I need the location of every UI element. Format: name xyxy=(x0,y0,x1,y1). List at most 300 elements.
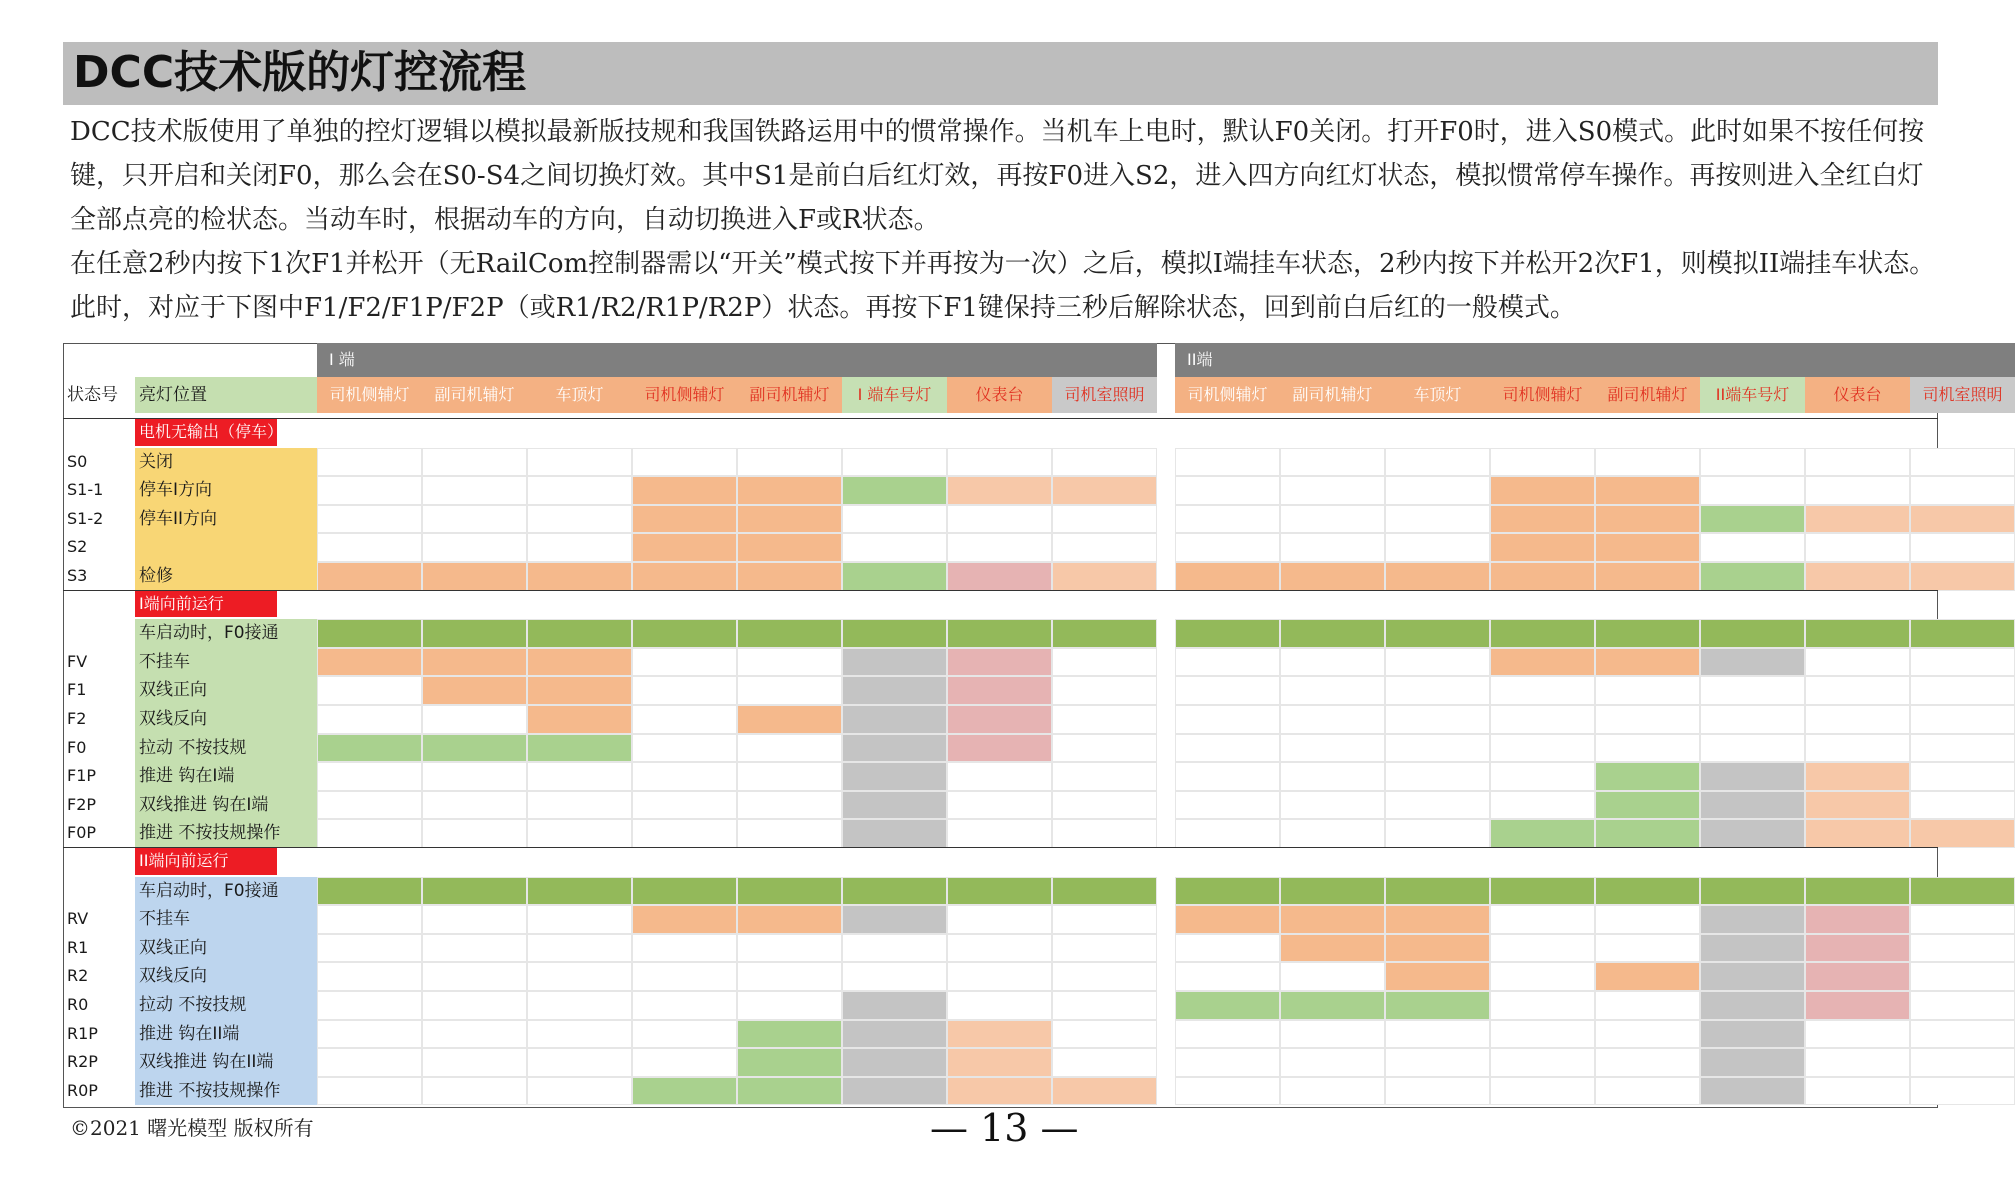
end1-lamp-cell xyxy=(317,676,422,705)
section-divider xyxy=(63,418,1938,419)
end1-lamp-cell xyxy=(422,448,527,477)
end2-lamp-cell xyxy=(1595,619,1700,648)
position-label: 拉动 不按技规 xyxy=(135,991,317,1020)
end2-lamp-cell xyxy=(1175,648,1280,677)
end1-lamp-header: 司机侧辅灯 xyxy=(632,377,737,413)
end2-lamp-cell xyxy=(1385,505,1490,534)
end1-lamp-cell xyxy=(1052,533,1157,562)
end2-lamp-cell xyxy=(1490,619,1595,648)
end2-lamp-cell xyxy=(1595,562,1700,591)
state-id: F2P xyxy=(67,794,97,814)
end2-lamp-cell xyxy=(1700,448,1805,477)
end1-lamp-cell xyxy=(842,676,947,705)
end1-lamp-cell xyxy=(947,991,1052,1020)
end1-lamp-cell xyxy=(842,448,947,477)
end2-lamp-cell xyxy=(1700,934,1805,963)
end1-lamp-cell xyxy=(737,1048,842,1077)
position-label: 双线推进 钩在II端 xyxy=(135,1048,317,1077)
end2-lamp-cell xyxy=(1175,533,1280,562)
end1-lamp-cell xyxy=(1052,734,1157,763)
position-label: 车启动时，F0接通 xyxy=(135,877,317,906)
end2-lamp-cell xyxy=(1595,934,1700,963)
end2-lamp-cell xyxy=(1595,991,1700,1020)
end1-lamp-cell xyxy=(527,648,632,677)
state-id: F2 xyxy=(67,709,87,728)
intro-paragraph-1: DCC技术版使用了单独的控灯逻辑以模拟最新版技规和我国铁路运用中的惯常操作。当机车上电时，默认F0关闭。打开F0时，进入S0模式。此时如果不按任何按键，只开启和关闭F0，那么会在S0-S4之间切换灯效。其中S1是前白后红灯效，再按F0进入S2，进入四方向红灯状态，模拟惯常停车操作。再按则进入全红白灯全部点亮的检状态。当动车时，根据动车的方向，自动切换进入F或R状态。 xyxy=(70,117,1925,235)
end2-lamp-cell xyxy=(1490,734,1595,763)
end2-lamp-cell xyxy=(1175,676,1280,705)
end1-lamp-cell xyxy=(842,734,947,763)
end2-lamp-cell xyxy=(1490,533,1595,562)
state-id: R1 xyxy=(67,937,89,957)
end1-lamp-cell xyxy=(1052,705,1157,734)
end2-lamp-cell xyxy=(1805,476,1910,505)
end1-lamp-cell xyxy=(1052,676,1157,705)
end1-lamp-cell xyxy=(422,991,527,1020)
state-id: R1P xyxy=(67,1023,98,1043)
title-bar xyxy=(63,42,1938,105)
end2-lamp-cell xyxy=(1175,1077,1280,1106)
end1-lamp-cell xyxy=(527,533,632,562)
position-label: 关闭 xyxy=(135,448,317,477)
end1-lamp-cell xyxy=(1052,962,1157,991)
end1-lamp-cell xyxy=(527,1077,632,1106)
end1-lamp-cell xyxy=(1052,1077,1157,1106)
light-control-table xyxy=(63,343,2003,1108)
end2-lamp-cell xyxy=(1490,934,1595,963)
end1-lamp-cell xyxy=(947,648,1052,677)
state-id: S0 xyxy=(67,451,88,471)
end1-lamp-cell xyxy=(842,905,947,934)
end1-lamp-header: 车顶灯 xyxy=(527,377,632,413)
end2-lamp-cell xyxy=(1910,705,2015,734)
end1-lamp-cell xyxy=(422,934,527,963)
position-label: 双线反向 xyxy=(135,962,317,991)
end2-lamp-cell xyxy=(1490,877,1595,906)
end1-lamp-cell xyxy=(842,762,947,791)
end2-lamp-cell xyxy=(1700,734,1805,763)
state-id: FV xyxy=(67,651,88,671)
end2-lamp-cell xyxy=(1700,476,1805,505)
end2-lamp-cell xyxy=(1490,962,1595,991)
end1-lamp-cell xyxy=(947,705,1052,734)
end2-lamp-cell xyxy=(1910,562,2015,591)
end1-lamp-cell xyxy=(842,991,947,1020)
end1-lamp-cell xyxy=(422,905,527,934)
end1-lamp-cell xyxy=(422,819,527,848)
end2-lamp-cell xyxy=(1280,505,1385,534)
end2-lamp-header: 副司机辅灯 xyxy=(1280,377,1385,413)
end2-lamp-cell xyxy=(1805,819,1910,848)
end1-lamp-cell xyxy=(422,562,527,591)
end1-lamp-cell xyxy=(632,676,737,705)
end1-lamp-cell xyxy=(527,619,632,648)
end2-lamp-cell xyxy=(1175,1020,1280,1049)
end2-lamp-cell xyxy=(1385,905,1490,934)
end1-lamp-header: 副司机辅灯 xyxy=(737,377,842,413)
end1-lamp-cell xyxy=(737,1077,842,1106)
end2-lamp-cell xyxy=(1595,533,1700,562)
end1-lamp-cell xyxy=(947,934,1052,963)
position-label: 双线正向 xyxy=(135,934,317,963)
end2-lamp-cell xyxy=(1280,1020,1385,1049)
end1-lamp-cell xyxy=(737,905,842,934)
end2-lamp-cell xyxy=(1175,448,1280,477)
end1-lamp-cell xyxy=(737,962,842,991)
end2-lamp-cell xyxy=(1595,791,1700,820)
end2-lamp-cell xyxy=(1910,676,2015,705)
end1-lamp-cell xyxy=(1052,448,1157,477)
intro-paragraph-2: 在任意2秒内按下1次F1并松开（无RailCom控制器需以“开关”模式按下并再按为一次）之后，模拟I端挂车状态，2秒内按下并松开2次F1，则模拟II端挂车状态。此时，对应于下图中F1/F2/F1P/F2P（或R1/R2/R1P/R2P）状态。再按下F1键保持三秒后解除状态，回到前白后红的一般模式。 xyxy=(70,249,1936,323)
end1-lamp-cell xyxy=(1052,476,1157,505)
copyright: ©2021 曙光模型 版权所有 xyxy=(70,1116,314,1140)
end2-lamp-cell xyxy=(1805,962,1910,991)
state-id: R2 xyxy=(67,966,89,986)
end1-lamp-cell xyxy=(842,819,947,848)
end2-lamp-cell xyxy=(1490,1048,1595,1077)
end1-lamp-cell xyxy=(737,619,842,648)
end1-lamp-cell xyxy=(842,962,947,991)
end2-lamp-cell xyxy=(1805,762,1910,791)
end1-lamp-cell xyxy=(737,448,842,477)
end2-lamp-header: 司机侧辅灯 xyxy=(1490,377,1595,413)
position-label: 拉动 不按技规 xyxy=(135,734,317,763)
end2-lamp-header: 副司机辅灯 xyxy=(1595,377,1700,413)
end1-lamp-cell xyxy=(947,762,1052,791)
end1-lamp-cell xyxy=(527,791,632,820)
end1-lamp-cell xyxy=(737,1020,842,1049)
end2-lamp-cell xyxy=(1280,562,1385,591)
end1-lamp-cell xyxy=(737,877,842,906)
end1-lamp-header: I 端车号灯 xyxy=(842,377,947,413)
end2-lamp-cell xyxy=(1280,791,1385,820)
end1-lamp-cell xyxy=(737,648,842,677)
end2-lamp-cell xyxy=(1385,476,1490,505)
end1-lamp-cell xyxy=(317,476,422,505)
end1-lamp-cell xyxy=(317,505,422,534)
end1-lamp-cell xyxy=(632,448,737,477)
end2-lamp-cell xyxy=(1700,1077,1805,1106)
end2-lamp-cell xyxy=(1595,819,1700,848)
end2-lamp-cell xyxy=(1700,562,1805,591)
state-id: S3 xyxy=(67,566,88,585)
end2-lamp-cell xyxy=(1385,619,1490,648)
end1-lamp-cell xyxy=(632,905,737,934)
end1-lamp-cell xyxy=(842,877,947,906)
end2-lamp-cell xyxy=(1175,734,1280,763)
end2-lamp-header: 司机室照明 xyxy=(1910,377,2015,413)
end2-lamp-cell xyxy=(1175,877,1280,906)
position-label: 推进 钩在I端 xyxy=(135,762,317,791)
end1-lamp-cell xyxy=(632,705,737,734)
end2-lamp-cell xyxy=(1700,1048,1805,1077)
end2-lamp-cell xyxy=(1910,1048,2015,1077)
end1-lamp-cell xyxy=(947,819,1052,848)
end1-lamp-header: 副司机辅灯 xyxy=(422,377,527,413)
end2-lamp-cell xyxy=(1385,991,1490,1020)
end1-lamp-cell xyxy=(527,1048,632,1077)
end1-lamp-cell xyxy=(947,448,1052,477)
end1-lamp-cell xyxy=(1052,1048,1157,1077)
end1-lamp-cell xyxy=(737,819,842,848)
position-label: 检修 xyxy=(135,562,317,591)
end1-lamp-cell xyxy=(1052,905,1157,934)
end1-lamp-cell xyxy=(317,962,422,991)
position-label: 推进 钩在II端 xyxy=(135,1020,317,1049)
end1-lamp-cell xyxy=(632,877,737,906)
end2-lamp-cell xyxy=(1700,648,1805,677)
end2-lamp-cell xyxy=(1280,934,1385,963)
end2-lamp-cell xyxy=(1280,476,1385,505)
end1-lamp-cell xyxy=(422,1077,527,1106)
end2-lamp-cell xyxy=(1280,1077,1385,1106)
end2-lamp-cell xyxy=(1595,1048,1700,1077)
end1-lamp-cell xyxy=(737,705,842,734)
end2-lamp-cell xyxy=(1595,1020,1700,1049)
end1-lamp-cell xyxy=(1052,991,1157,1020)
end1-lamp-cell xyxy=(842,562,947,591)
end1-lamp-cell xyxy=(317,533,422,562)
end1-lamp-cell xyxy=(422,533,527,562)
position-label: 双线正向 xyxy=(135,676,317,705)
end1-lamp-cell xyxy=(1052,819,1157,848)
end1-lamp-cell xyxy=(1052,934,1157,963)
end1-lamp-cell xyxy=(1052,791,1157,820)
end2-lamp-cell xyxy=(1595,505,1700,534)
end1-lamp-cell xyxy=(1052,562,1157,591)
end2-lamp-cell xyxy=(1280,533,1385,562)
end2-lamp-cell xyxy=(1700,619,1805,648)
position-label: 不挂车 xyxy=(135,905,317,934)
end2-lamp-cell xyxy=(1700,676,1805,705)
position-label: 停车II方向 xyxy=(135,505,317,534)
end1-lamp-cell xyxy=(527,476,632,505)
end2-lamp-cell xyxy=(1175,905,1280,934)
end1-lamp-cell xyxy=(947,791,1052,820)
end1-lamp-cell xyxy=(737,476,842,505)
end2-lamp-cell xyxy=(1595,676,1700,705)
end1-lamp-cell xyxy=(842,934,947,963)
end1-lamp-cell xyxy=(947,476,1052,505)
position-label: 双线推进 钩在I端 xyxy=(135,791,317,820)
end2-lamp-cell xyxy=(1910,533,2015,562)
end2-lamp-cell xyxy=(1490,648,1595,677)
end1-lamp-cell xyxy=(947,562,1052,591)
state-id: F0 xyxy=(67,737,87,757)
end1-lamp-cell xyxy=(737,991,842,1020)
end2-lamp-cell xyxy=(1805,1077,1910,1106)
end2-lamp-cell xyxy=(1910,448,2015,477)
end2-lamp-cell xyxy=(1280,991,1385,1020)
end1-lamp-cell xyxy=(632,562,737,591)
end2-lamp-cell xyxy=(1910,619,2015,648)
end1-lamp-cell xyxy=(632,1077,737,1106)
end1-lamp-cell xyxy=(317,905,422,934)
state-header: 状态号 xyxy=(67,385,118,405)
end2-lamp-cell xyxy=(1175,791,1280,820)
end2-lamp-cell xyxy=(1700,1020,1805,1049)
end2-lamp-cell xyxy=(1280,619,1385,648)
end1-lamp-header: 仪表台 xyxy=(947,377,1052,413)
end2-lamp-cell xyxy=(1280,1048,1385,1077)
end2-lamp-cell xyxy=(1910,991,2015,1020)
position-label: 双线反向 xyxy=(135,705,317,734)
end1-lamp-cell xyxy=(842,791,947,820)
end2-lamp-cell xyxy=(1805,705,1910,734)
end2-lamp-cell xyxy=(1280,705,1385,734)
end1-lamp-cell xyxy=(1052,648,1157,677)
end2-lamp-cell xyxy=(1910,905,2015,934)
end1-lamp-cell xyxy=(842,648,947,677)
end1-lamp-cell xyxy=(527,819,632,848)
end2-lamp-cell xyxy=(1385,734,1490,763)
end1-lamp-cell xyxy=(422,619,527,648)
end2-lamp-cell xyxy=(1700,533,1805,562)
end2-lamp-cell xyxy=(1910,505,2015,534)
end2-header: II端 xyxy=(1175,343,2015,377)
end1-lamp-cell xyxy=(737,505,842,534)
end1-lamp-cell xyxy=(317,991,422,1020)
state-id: R0 xyxy=(67,995,89,1014)
position-label: 推进 不按技规操作 xyxy=(135,819,317,848)
end1-lamp-cell xyxy=(527,934,632,963)
end1-lamp-cell xyxy=(947,734,1052,763)
end2-lamp-cell xyxy=(1490,676,1595,705)
end2-lamp-cell xyxy=(1910,962,2015,991)
end1-lamp-cell xyxy=(947,1020,1052,1049)
end1-lamp-cell xyxy=(527,762,632,791)
end2-lamp-cell xyxy=(1910,934,2015,963)
end2-lamp-header: II端车号灯 xyxy=(1700,377,1805,413)
end2-lamp-cell xyxy=(1280,676,1385,705)
end1-lamp-cell xyxy=(947,1048,1052,1077)
end2-lamp-cell xyxy=(1595,1077,1700,1106)
end1-lamp-cell xyxy=(632,791,737,820)
end2-lamp-cell xyxy=(1700,819,1805,848)
end2-lamp-cell xyxy=(1700,791,1805,820)
end2-lamp-cell xyxy=(1385,819,1490,848)
end2-lamp-cell xyxy=(1385,791,1490,820)
position-label: 车启动时，F0接通 xyxy=(135,619,317,648)
end2-lamp-cell xyxy=(1595,762,1700,791)
end1-lamp-cell xyxy=(317,877,422,906)
end2-lamp-cell xyxy=(1280,877,1385,906)
end2-lamp-cell xyxy=(1805,619,1910,648)
end2-lamp-cell xyxy=(1280,962,1385,991)
end2-lamp-cell xyxy=(1700,505,1805,534)
end1-lamp-cell xyxy=(317,1020,422,1049)
end2-lamp-cell xyxy=(1490,705,1595,734)
end1-lamp-header: 司机侧辅灯 xyxy=(317,377,422,413)
end2-lamp-cell xyxy=(1805,448,1910,477)
end1-lamp-cell xyxy=(632,533,737,562)
end2-lamp-cell xyxy=(1805,934,1910,963)
end2-lamp-cell xyxy=(1490,1077,1595,1106)
end2-lamp-cell xyxy=(1280,905,1385,934)
page-title: DCC技术版的灯控流程 xyxy=(73,47,527,98)
end2-lamp-cell xyxy=(1595,648,1700,677)
end1-lamp-cell xyxy=(422,676,527,705)
end2-lamp-cell xyxy=(1490,476,1595,505)
end2-lamp-cell xyxy=(1910,1020,2015,1049)
end1-lamp-cell xyxy=(632,1048,737,1077)
end2-lamp-cell xyxy=(1805,905,1910,934)
end2-lamp-cell xyxy=(1490,791,1595,820)
end2-lamp-cell xyxy=(1490,762,1595,791)
position-label: 推进 不按技规操作 xyxy=(135,1077,317,1106)
end1-lamp-cell xyxy=(632,505,737,534)
end1-lamp-cell xyxy=(527,1020,632,1049)
end1-lamp-cell xyxy=(317,619,422,648)
section-label: 电机无输出（停车） xyxy=(135,419,277,446)
end1-lamp-cell xyxy=(632,819,737,848)
end1-lamp-cell xyxy=(317,648,422,677)
state-id: F1P xyxy=(67,766,97,786)
end1-lamp-cell xyxy=(842,533,947,562)
state-id: F0P xyxy=(67,823,97,843)
end2-lamp-cell xyxy=(1805,877,1910,906)
end2-lamp-cell xyxy=(1175,762,1280,791)
end2-lamp-cell xyxy=(1805,533,1910,562)
state-id: F1 xyxy=(67,680,87,700)
end1-lamp-cell xyxy=(317,705,422,734)
end1-lamp-cell xyxy=(842,1020,947,1049)
end1-lamp-cell xyxy=(422,648,527,677)
end2-lamp-cell xyxy=(1910,819,2015,848)
end1-lamp-cell xyxy=(317,734,422,763)
section-divider xyxy=(63,590,1938,591)
end2-lamp-cell xyxy=(1175,562,1280,591)
end2-lamp-cell xyxy=(1805,1048,1910,1077)
end2-lamp-cell xyxy=(1595,905,1700,934)
end1-lamp-cell xyxy=(422,962,527,991)
end2-lamp-header: 司机侧辅灯 xyxy=(1175,377,1280,413)
position-label: 停车I方向 xyxy=(135,476,317,505)
end2-lamp-cell xyxy=(1280,648,1385,677)
end1-lamp-cell xyxy=(317,934,422,963)
state-id: R2P xyxy=(67,1052,98,1072)
end1-lamp-cell xyxy=(632,762,737,791)
end1-lamp-cell xyxy=(842,505,947,534)
end1-lamp-cell xyxy=(317,1048,422,1077)
state-id: S1-2 xyxy=(67,508,104,528)
end1-lamp-cell xyxy=(632,1020,737,1049)
end2-lamp-cell xyxy=(1385,1048,1490,1077)
end1-lamp-cell xyxy=(737,762,842,791)
end2-lamp-cell xyxy=(1175,619,1280,648)
end2-lamp-cell xyxy=(1385,705,1490,734)
end1-lamp-cell xyxy=(947,505,1052,534)
end1-lamp-cell xyxy=(1052,505,1157,534)
end2-lamp-cell xyxy=(1490,905,1595,934)
end2-lamp-cell xyxy=(1175,476,1280,505)
end1-lamp-cell xyxy=(527,448,632,477)
end2-lamp-cell xyxy=(1910,476,2015,505)
end2-lamp-cell xyxy=(1175,962,1280,991)
end1-lamp-cell xyxy=(737,934,842,963)
section-divider xyxy=(63,847,1938,848)
end1-lamp-cell xyxy=(317,791,422,820)
end1-lamp-cell xyxy=(1052,877,1157,906)
end1-lamp-cell xyxy=(842,705,947,734)
end2-lamp-cell xyxy=(1175,705,1280,734)
end1-lamp-cell xyxy=(947,1077,1052,1106)
end2-lamp-cell xyxy=(1175,934,1280,963)
section-label: II端向前运行 xyxy=(135,848,277,875)
end2-lamp-cell xyxy=(1280,734,1385,763)
end2-lamp-cell xyxy=(1175,991,1280,1020)
end1-lamp-cell xyxy=(632,476,737,505)
